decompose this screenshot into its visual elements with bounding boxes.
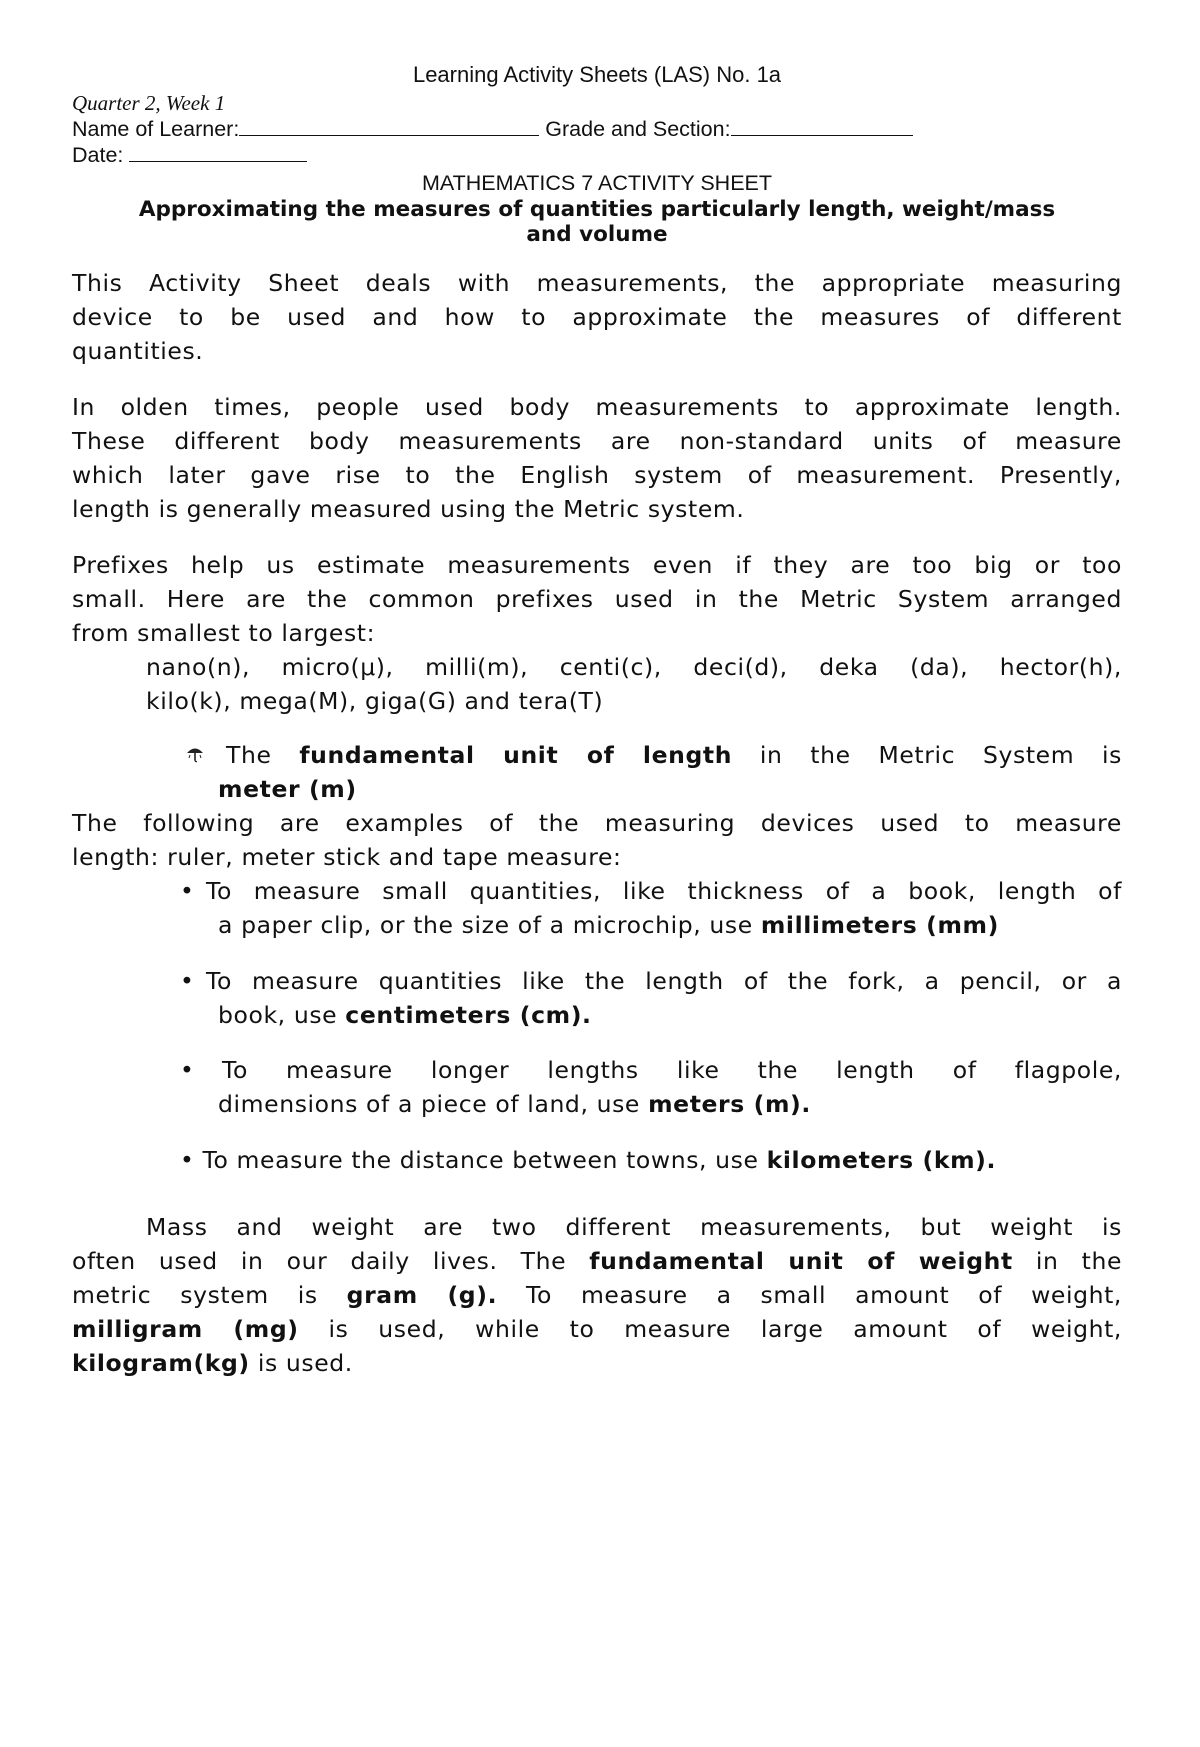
para2-line3: which later gave rise to the English system of measurement. Presently, (72, 461, 1122, 489)
mass-line1: Mass and weight are two different measurements, but weight is (146, 1213, 1122, 1241)
fundamental-unit-length-term: fundamental unit of length (299, 741, 733, 769)
fundamental-length-line1 (226, 740, 1122, 770)
mass-line4-text: is used, while to measure large amount of weight, (298, 1315, 1122, 1343)
mass-line3 (72, 1280, 1122, 1310)
bullet-4-line (180, 1145, 996, 1175)
bullet-1-marker: • (180, 877, 195, 905)
para3-line2: small. Here are the common prefixes used in the Metric System arranged (72, 585, 1122, 613)
bullet-4-text: To measure the distance between towns, use (202, 1146, 767, 1174)
millimeters-term: millimeters (mm) (760, 911, 999, 939)
devices-line2: length: ruler, meter stick and tape measure: (72, 843, 622, 871)
subject-heading: MATHEMATICS 7 ACTIVITY SHEET (421, 171, 773, 195)
bullet-3-text: dimensions of a piece of land, use (218, 1090, 649, 1118)
bullet-4-marker: • (180, 1146, 195, 1174)
mass-line3-end: To measure a small amount of weight, (497, 1281, 1122, 1309)
para1-line2: device to be used and how to approximate the measures of different (72, 303, 1122, 331)
prefix-list-line1: nano(n), micro(μ), milli(m), centi(c), deci(d), deka (da), hector(h), (146, 653, 1122, 681)
para1-line1: This Activity Sheet deals with measurements, the appropriate measuring (72, 269, 1122, 297)
date-blank[interactable] (129, 143, 307, 162)
name-grade-line (72, 117, 913, 142)
para3-line3: from smallest to largest: (72, 619, 376, 647)
bullet-1-line2 (218, 910, 999, 940)
bullet-1-line1: To measure small quantities, like thickness of a book, length of (206, 877, 1122, 905)
mass-line2 (72, 1246, 1122, 1276)
grade-section-blank[interactable] (731, 117, 913, 136)
para1-line3: quantities. (72, 337, 204, 365)
milligram-term: milligram (mg) (72, 1315, 299, 1343)
para2-line4: length is generally measured using the Metric system. (72, 495, 745, 523)
kilogram-term: kilogram(kg) (72, 1349, 250, 1377)
grade-section-label: Grade and Section: (545, 117, 731, 141)
name-of-learner-label: Name of Learner: (72, 117, 240, 141)
mass-line5 (72, 1348, 353, 1378)
bullet-2-line2 (218, 1000, 592, 1030)
mass-line2-text: often used in our daily lives. The (72, 1247, 590, 1275)
devices-line1: The following are examples of the measuring devices used to measure (72, 809, 1122, 837)
umbrella-icon (186, 745, 204, 768)
mass-line5-text: is used. (249, 1349, 353, 1377)
bullet-3-line1: To measure longer lengths like the length of flagpole, (222, 1056, 1122, 1084)
mass-line2-end: in the (1012, 1247, 1122, 1275)
date-line (72, 143, 307, 168)
bullet-2-line1: To measure quantities like the length of the fork, a pencil, or a (206, 967, 1122, 995)
fundamental-length-mid: in the Metric System is (759, 741, 1122, 769)
mass-line4 (72, 1314, 1122, 1344)
meter-term: meter (m) (218, 775, 357, 803)
centimeters-term: centimeters (cm). (345, 1001, 592, 1029)
prefix-list-line2: kilo(k), mega(M), giga(G) and tera(T) (146, 687, 604, 715)
para3-line1: Prefixes help us estimate measurements even if they are too big or too (72, 551, 1122, 579)
fundamental-unit-weight-term: fundamental unit of weight (589, 1247, 1013, 1275)
mass-line3-text: metric system is (72, 1281, 347, 1309)
date-label: Date: (72, 143, 124, 167)
para2-line1: In olden times, people used body measurements to approximate length. (72, 393, 1122, 421)
topic-heading-line1: Approximating the measures of quantities particularly length, weight/mass (138, 197, 1056, 222)
quarter-week-label: Quarter 2, Week 1 (72, 91, 226, 115)
las-title: Learning Activity Sheets (LAS) No. 1a (412, 62, 782, 87)
topic-heading-line2: and volume (526, 222, 668, 247)
fundamental-the: The (226, 741, 272, 769)
name-of-learner-blank[interactable] (239, 117, 539, 136)
gram-term: gram (g). (346, 1281, 498, 1309)
meters-term: meters (m). (648, 1090, 811, 1118)
kilometers-term: kilometers (km). (766, 1146, 997, 1174)
bullet-1-text: a paper clip, or the size of a microchip, use (218, 911, 761, 939)
bullet-3-line2 (218, 1089, 811, 1119)
bullet-2-text: book, use (218, 1001, 346, 1029)
para2-line2: These different body measurements are non-standard units of measure (72, 427, 1122, 455)
bullet-3-marker: • (180, 1056, 195, 1084)
bullet-2-marker: • (180, 967, 195, 995)
